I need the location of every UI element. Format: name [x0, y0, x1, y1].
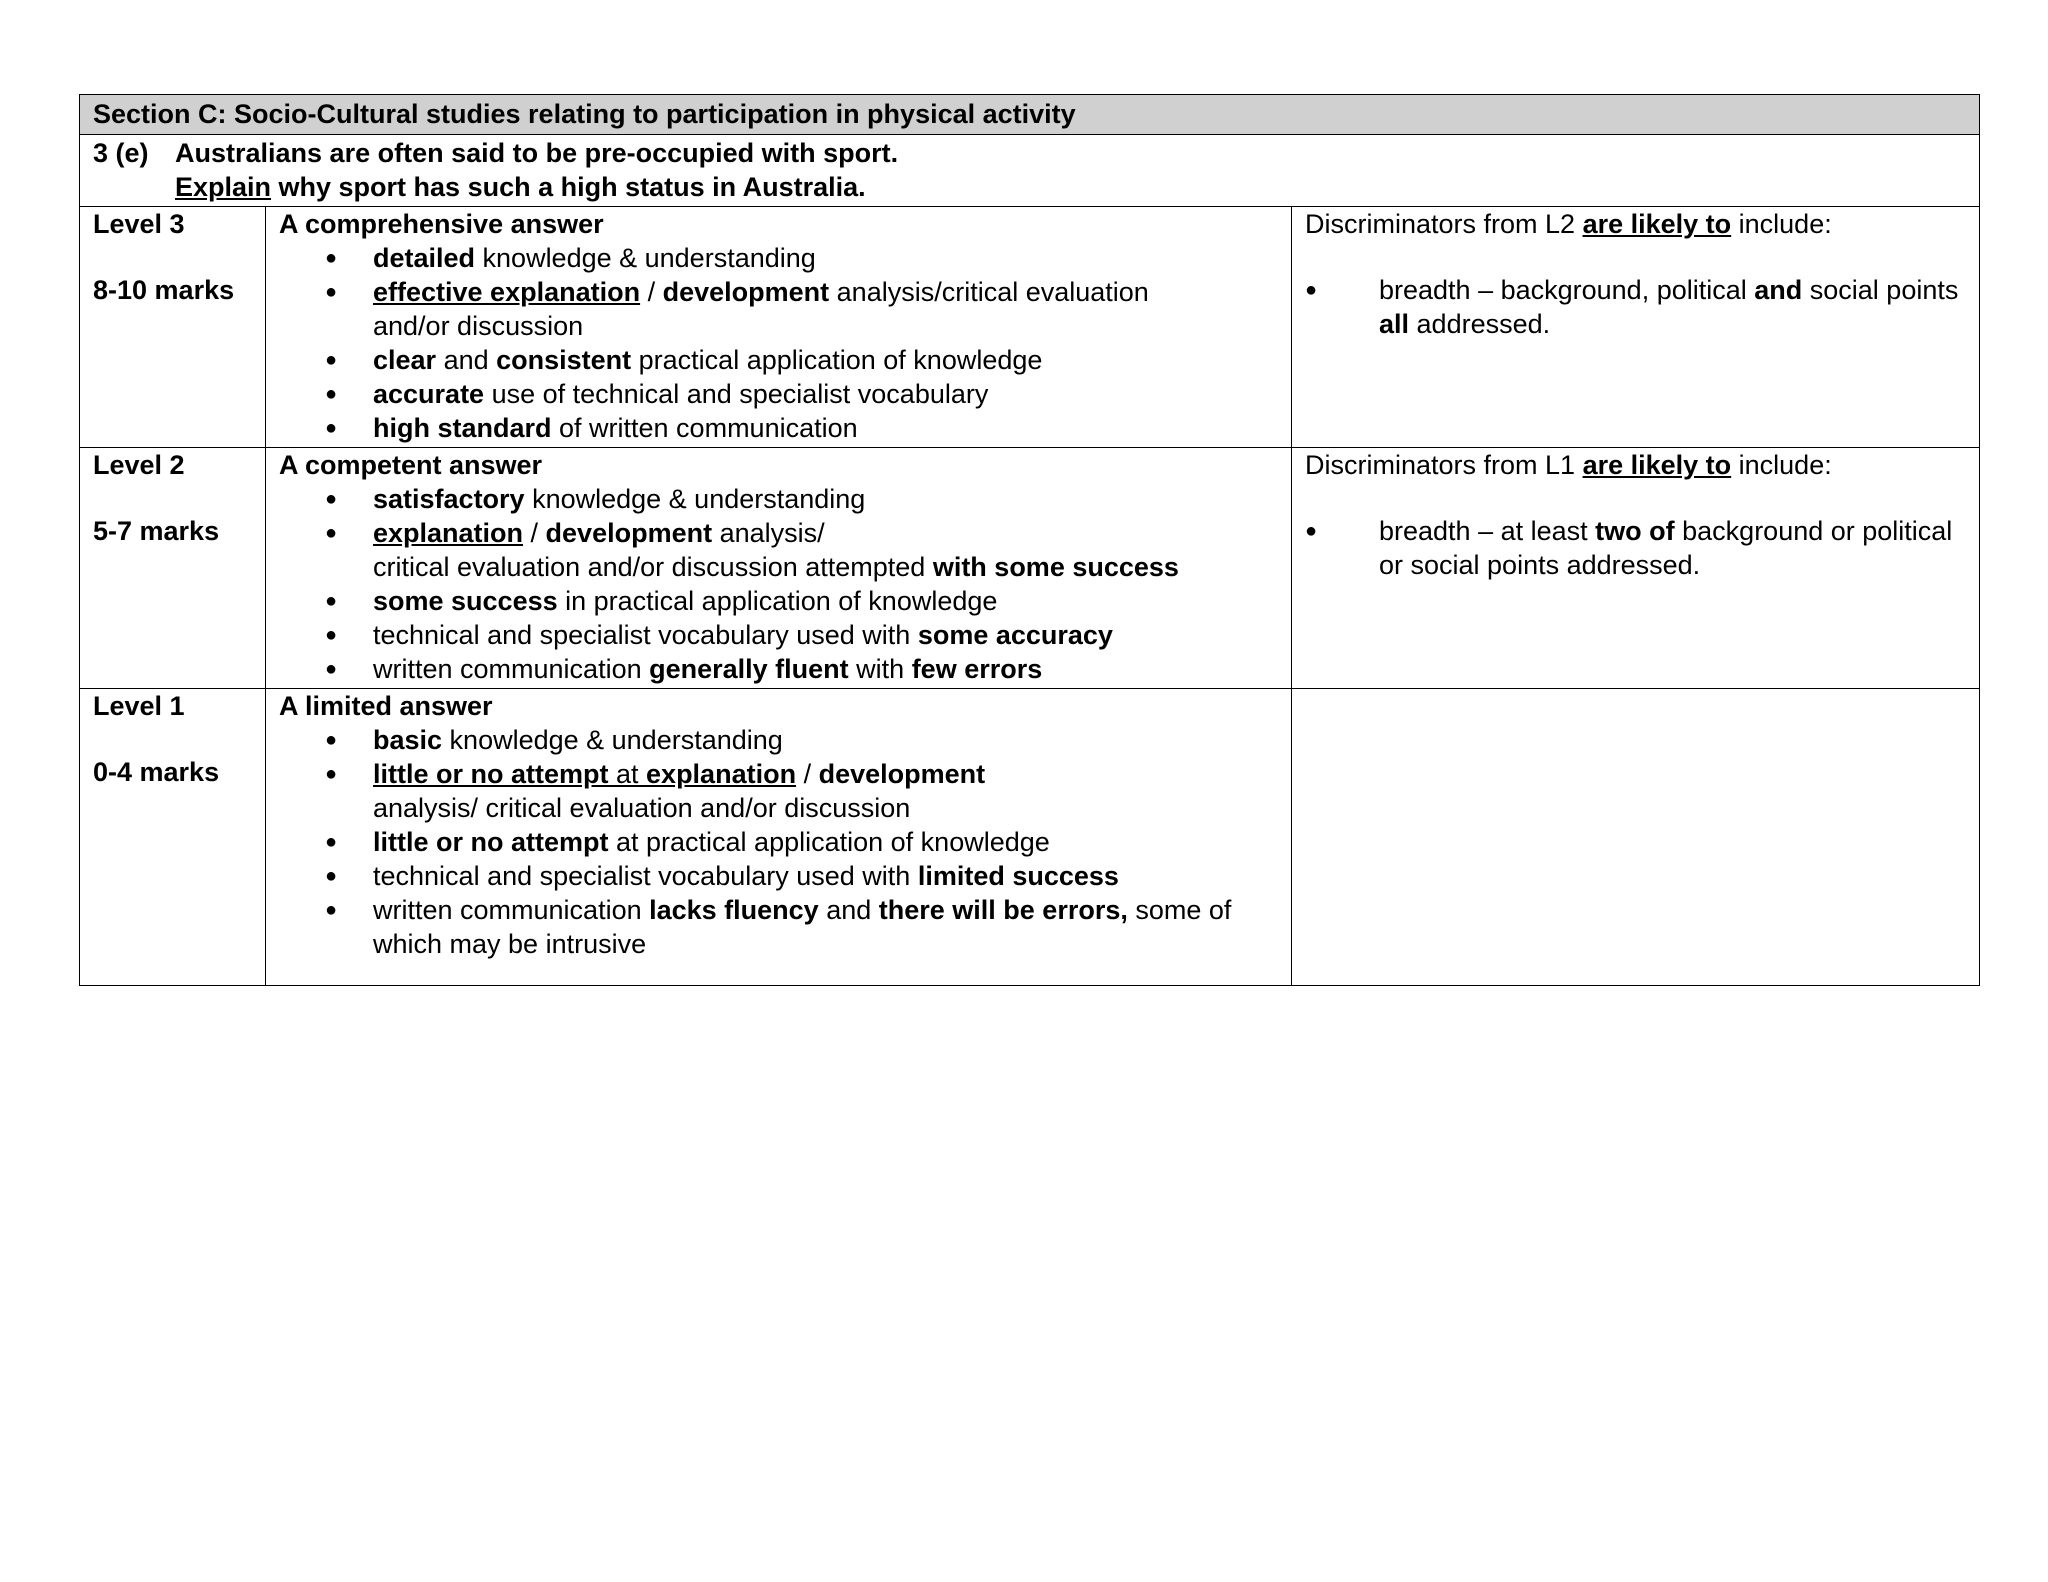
bullet-icon: ●: [325, 349, 338, 371]
bullet-icon: ●: [325, 658, 338, 680]
bullet-icon: ●: [325, 383, 338, 405]
discriminator-list: [1305, 273, 1966, 341]
level-label: Level 1: [93, 691, 185, 721]
criteria-list: [279, 241, 1278, 445]
list-item: ● basic knowledge & understanding: [325, 725, 783, 755]
command-word: Explain: [175, 172, 272, 202]
criteria-continuation: critical evaluation and/or discussion attempted with some success: [373, 552, 1179, 582]
level-3-criteria-cell: [266, 207, 1292, 448]
question-cell: [80, 135, 1980, 207]
list-item: ● technical and specialist vocabulary used with limited success: [325, 861, 1119, 891]
bullet-icon: ●: [325, 865, 338, 887]
level-1-discriminator-cell: [1292, 689, 1980, 986]
question-line-1: [93, 136, 1966, 170]
list-item: ● written communication lacks fluency and there will be errors, some of which may be intrusive: [325, 895, 1232, 959]
answer-title: A limited answer: [279, 691, 493, 721]
criteria-list: [279, 723, 1278, 961]
bullet-icon: ●: [325, 590, 338, 612]
discriminator-heading: Discriminators from L1 are likely to include:: [1305, 450, 1832, 480]
list-item: ● detailed knowledge & understanding: [325, 243, 816, 273]
bullet-icon: ●: [325, 488, 338, 510]
marks-label: 5-7 marks: [93, 516, 220, 546]
list-item: ● little or no attempt at practical application of knowledge: [325, 827, 1050, 857]
criteria-list: [279, 482, 1278, 550]
level-3-discriminator-cell: [1292, 207, 1980, 448]
question-line-2: [93, 170, 1966, 204]
level-1-label-cell: [80, 689, 266, 986]
list-item: ● technical and specialist vocabulary used with some accuracy: [325, 620, 1113, 650]
list-item: ● some success in practical application of knowledge: [325, 586, 998, 616]
discriminator-list: [1305, 514, 1966, 582]
level-1-criteria-cell: [266, 689, 1292, 986]
level-3-row: [80, 207, 1980, 448]
bullet-icon: ●: [325, 281, 338, 303]
marks-label: 0-4 marks: [93, 757, 220, 787]
list-item: ● breadth – at least two of background or political or social points addressed.: [1305, 516, 1953, 580]
list-item: ● accurate use of technical and specialist vocabulary: [325, 379, 989, 409]
level-label: Level 2: [93, 450, 185, 480]
bullet-icon: ●: [325, 899, 338, 921]
bullet-icon: ●: [325, 247, 338, 269]
level-1-row: [80, 689, 1980, 986]
bullet-icon: ●: [325, 763, 338, 785]
bullet-icon: ●: [1305, 520, 1318, 542]
level-label: Level 3: [93, 209, 185, 239]
answer-title: A competent answer: [279, 450, 543, 480]
level-2-row: [80, 448, 1980, 689]
level-2-criteria-cell: [266, 448, 1292, 689]
section-header-row: [80, 95, 1980, 135]
question-row: [80, 135, 1980, 207]
question-text: Australians are often said to be pre-occupied with sport.: [175, 138, 899, 168]
bullet-icon: ●: [1305, 279, 1318, 301]
answer-title: A comprehensive answer: [279, 209, 604, 239]
list-item: ● clear and consistent practical application of knowledge: [325, 345, 1043, 375]
bullet-icon: ●: [325, 729, 338, 751]
list-item: ● breadth – background, political and social points all addressed.: [1305, 275, 1959, 339]
bullet-icon: ●: [325, 831, 338, 853]
level-3-label-cell: [80, 207, 266, 448]
mark-scheme-table: [79, 94, 1980, 986]
list-item: ● little or no attempt at explanation / development analysis/ critical evaluation and/or discussion: [325, 759, 986, 823]
section-header: Section C: Socio-Cultural studies relating to participation in physical activity: [80, 95, 1980, 135]
criteria-list: [279, 584, 1278, 686]
discriminator-heading: Discriminators from L2 are likely to include:: [1305, 209, 1832, 239]
question-number: 3 (e): [93, 138, 149, 168]
list-item: ● explanation / development analysis/: [325, 518, 825, 548]
level-2-discriminator-cell: [1292, 448, 1980, 689]
question-text-line-2: why sport has such a high status in Australia.: [271, 172, 866, 202]
list-item: ● high standard of written communication: [325, 413, 858, 443]
list-item: ● effective explanation / development analysis/critical evaluation and/or discussion: [325, 277, 1149, 341]
level-2-label-cell: [80, 448, 266, 689]
bullet-icon: ●: [325, 417, 338, 439]
marks-label: 8-10 marks: [93, 275, 235, 305]
bullet-icon: ●: [325, 522, 338, 544]
list-item: ● satisfactory knowledge & understanding: [325, 484, 866, 514]
bullet-icon: ●: [325, 624, 338, 646]
list-item: ● written communication generally fluent with few errors: [325, 654, 1043, 684]
